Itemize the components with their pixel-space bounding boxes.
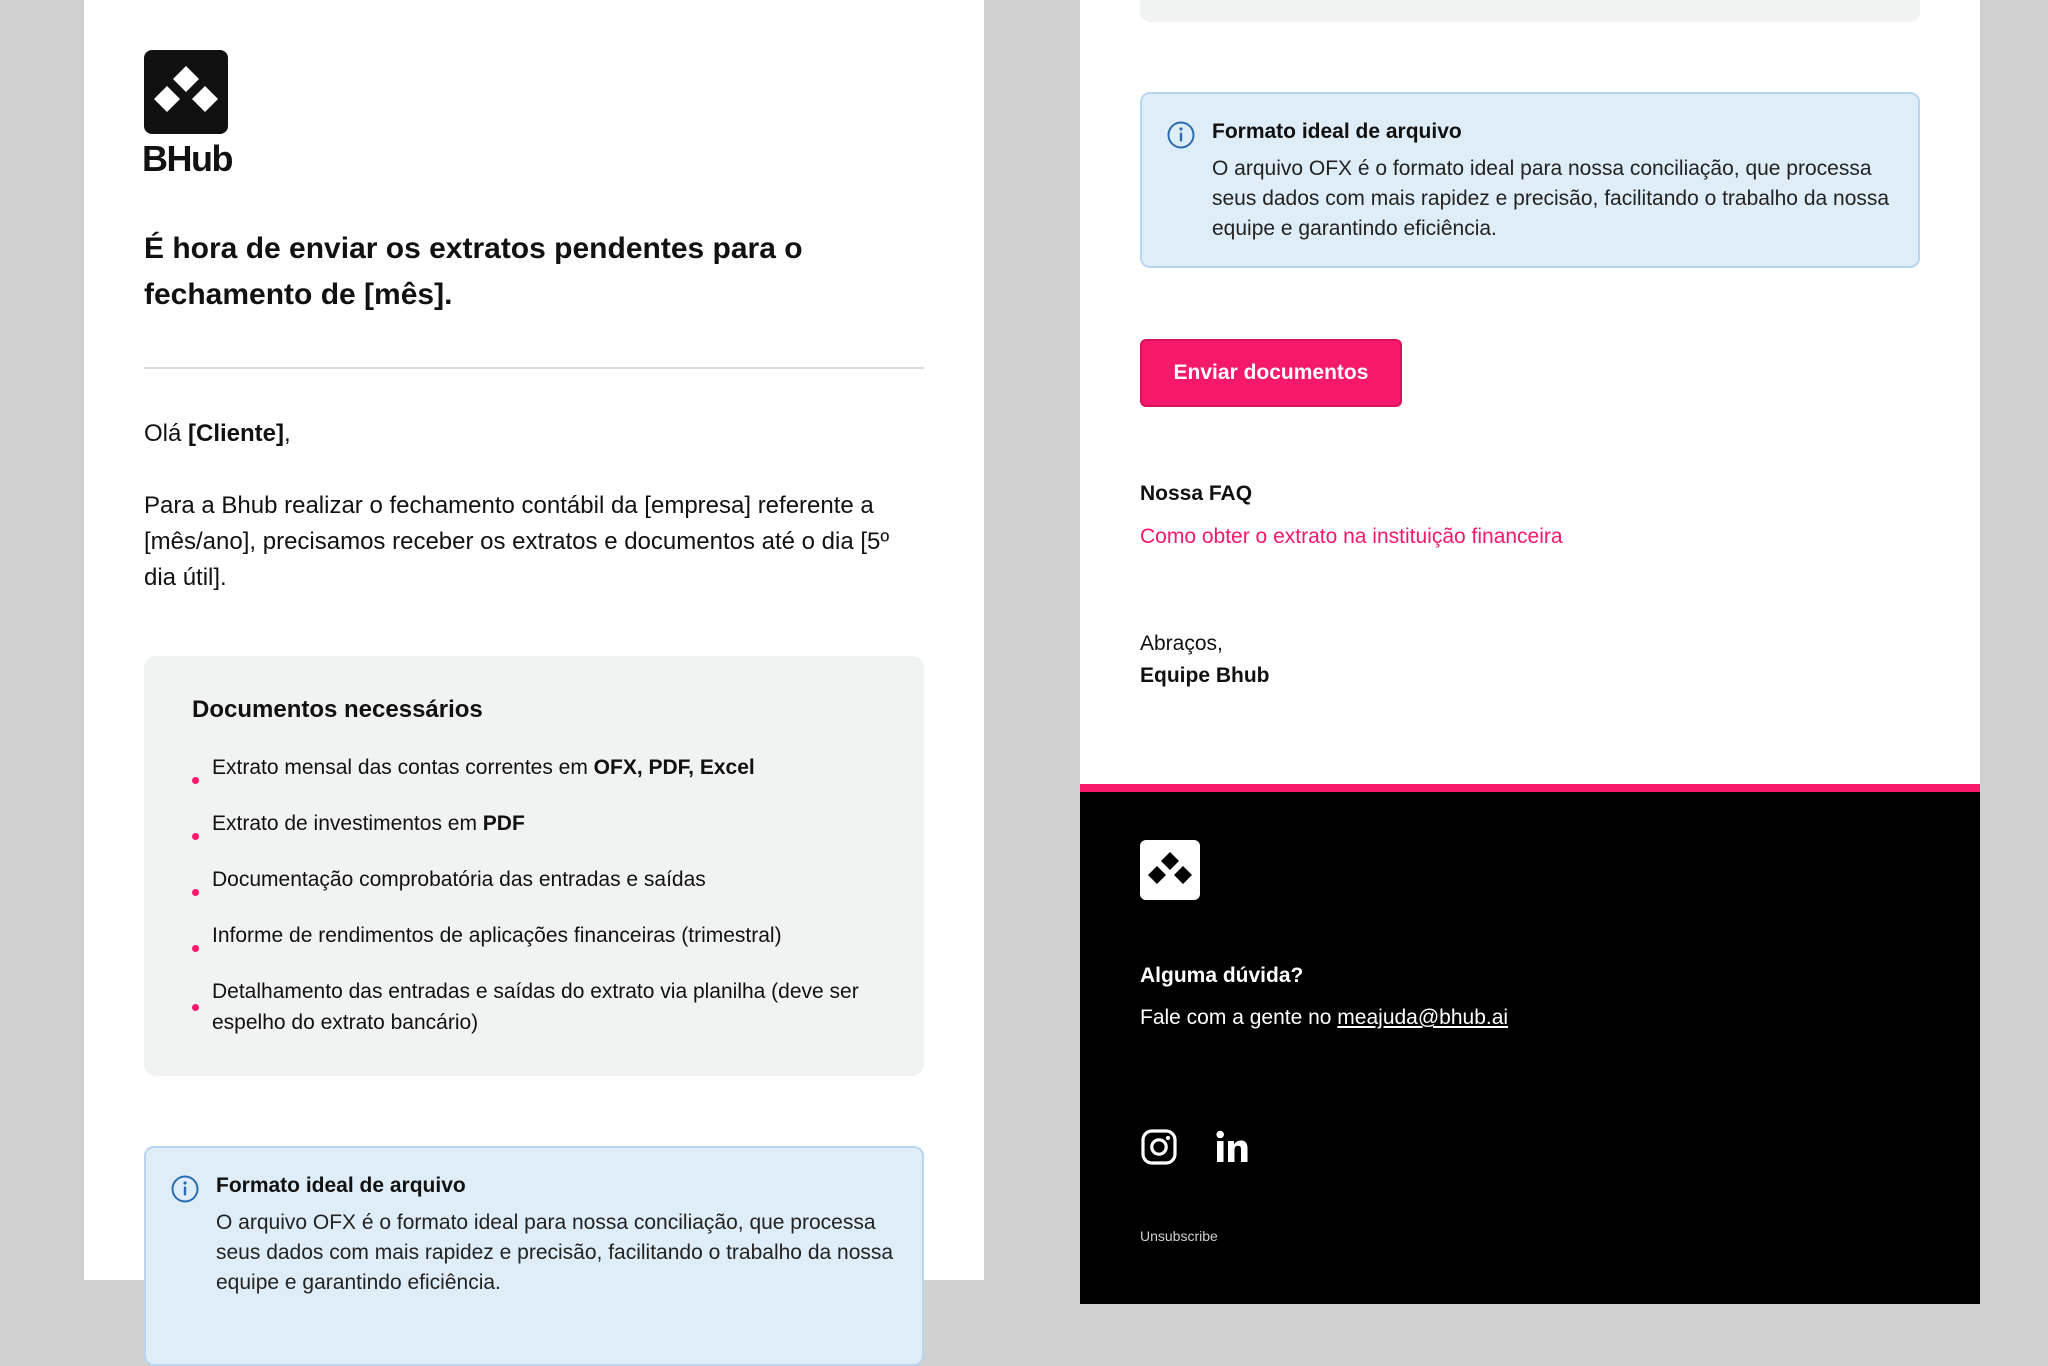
bhub-logo-icon — [1140, 840, 1200, 900]
faq-title: Nossa FAQ — [1140, 482, 1253, 505]
bhub-wordmark: BHub — [142, 138, 232, 179]
info-icon — [1166, 120, 1196, 150]
list-item: Informe de rendimentos de aplicações financeiras (trimestral) — [192, 920, 892, 976]
bullet-icon — [192, 889, 199, 896]
required-documents-title: Documentos necessários — [192, 696, 483, 723]
required-documents-list — [192, 752, 892, 1038]
footer — [1080, 784, 1980, 1304]
bullet-icon — [192, 777, 199, 784]
email-headline: É hora de enviar os extratos pendentes para o fechamento de [mês]. — [144, 232, 803, 311]
footer-question: Alguma dúvida? — [1140, 964, 1304, 987]
email-preview-bottom — [1080, 0, 1980, 1280]
required-documents-box — [144, 656, 924, 1076]
info-icon — [170, 1174, 200, 1204]
intro-paragraph: Para a Bhub realizar o fechamento contábil da [empresa] referente a [mês/ano], precisamos receber os extratos e documentos até o dia [5º dia útil]. — [144, 492, 890, 591]
list-item: Detalhamento das entradas e saídas do extrato via planilha (deve ser espelho do extrato bancário) — [192, 976, 892, 1038]
list-item: Extrato mensal das contas correntes em OFX, PDF, Excel — [192, 752, 892, 808]
info-text: O arquivo OFX é o formato ideal para nossa conciliação, que processa seus dados com mais rapidez e precisão, facilitando o trabalho da nossa equipe e garantindo eficiência. — [1212, 157, 1890, 240]
list-item: Extrato de investimentos em PDF — [192, 808, 892, 864]
info-title: Formato ideal de arquivo — [216, 1174, 466, 1197]
file-format-info-box — [144, 1146, 924, 1366]
bullet-icon — [192, 945, 199, 952]
list-item: Documentação comprobatória das entradas e saídas — [192, 864, 892, 920]
bullet-icon — [192, 833, 199, 840]
unsubscribe-link[interactable]: Unsubscribe — [1140, 1228, 1218, 1244]
greeting: Olá [Cliente], — [144, 420, 291, 447]
info-title: Formato ideal de arquivo — [1212, 120, 1462, 143]
footer-contact: Fale com a gente no meajuda@bhub.ai — [1140, 1006, 1509, 1029]
bullet-icon — [192, 1004, 199, 1011]
signature: Equipe Bhub — [1140, 664, 1270, 687]
linkedin-icon[interactable] — [1213, 1128, 1251, 1166]
send-documents-button[interactable]: Enviar documentos — [1140, 339, 1402, 407]
support-email-link[interactable]: meajuda@bhub.ai — [1337, 1006, 1509, 1029]
file-format-info-box — [1140, 92, 1920, 268]
signoff: Abraços, — [1140, 632, 1223, 655]
client-name: [Cliente] — [188, 420, 285, 447]
info-text: O arquivo OFX é o formato ideal para nossa conciliação, que processa seus dados com mais rapidez e precisão, facilitando o trabalho da nossa equipe e garantindo eficiência. — [216, 1211, 894, 1294]
instagram-icon[interactable] — [1140, 1128, 1178, 1166]
email-preview-top — [84, 0, 984, 1294]
divider — [144, 367, 924, 369]
bhub-logo-icon — [144, 50, 228, 134]
faq-link[interactable]: Como obter o extrato na instituição financeira — [1140, 525, 1563, 548]
required-documents-box-end — [1140, 0, 1920, 22]
